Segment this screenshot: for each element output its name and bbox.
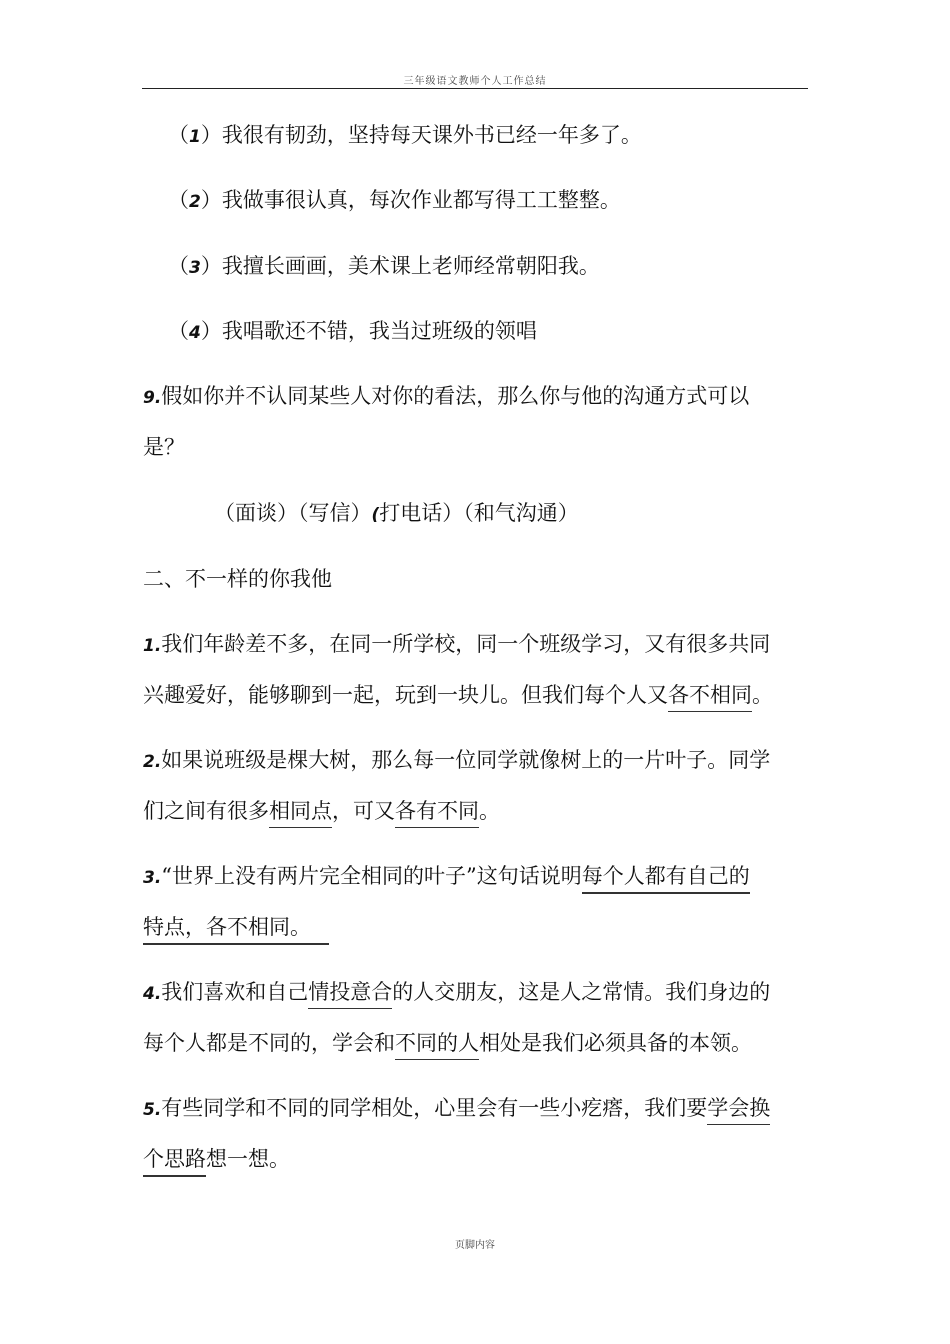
paragraph-text: 有些同学和不同的同学相处，心里会有一些小疙瘩，我们要	[161, 1096, 708, 1120]
paragraph-text: 想一想。	[206, 1147, 290, 1171]
paragraph-text: 每个人都是不同的，学会和	[143, 1031, 395, 1055]
question-text: 假如你并不认同某些人对你的看法，那么你与他的沟通方式可以	[161, 384, 750, 408]
item-number: 4	[189, 323, 201, 343]
blank-answer: 每个人都有自己的	[582, 864, 750, 894]
item-number: 2	[189, 192, 201, 212]
paragraph-text: 我们年龄差不多，在同一所学校，同一个班级学习，又有很多共同	[161, 632, 771, 656]
blank-answer: 学会换	[707, 1096, 770, 1125]
blank-answer: 情投意合	[308, 980, 392, 1009]
paragraph-3-line-2	[143, 917, 329, 938]
paragraph-2-line-1	[143, 750, 770, 771]
paragraph-number: 3.	[143, 868, 162, 888]
question-9-answer	[214, 503, 579, 524]
paragraph-text: 我们喜欢和自己	[161, 980, 309, 1004]
paragraph-5-line-2	[143, 1149, 290, 1170]
blank-answer: 各有不同	[395, 799, 479, 828]
paragraph-3-line-1	[143, 866, 750, 887]
paragraph-number: 1.	[143, 636, 162, 656]
paragraph-text: 如果说班级是棵大树，那么每一位同学就像树上的一片叶子。同学	[161, 748, 771, 772]
list-item: （1）我很有韧劲，坚持每天课外书已经一年多了。	[168, 123, 642, 147]
paragraph-text: 的人交朋友，这是人之常情。我们身边的	[392, 980, 771, 1004]
paragraph-1-line-2	[143, 685, 773, 706]
question-number: 9.	[143, 388, 162, 408]
paragraph-5-line-1	[143, 1098, 770, 1119]
list-item: （4）我唱歌还不错，我当过班级的领唱	[168, 319, 537, 343]
answer-part: （面谈）（写信）	[214, 501, 372, 525]
paragraph-4-line-1	[143, 982, 770, 1003]
paragraph-number: 5.	[143, 1100, 162, 1120]
list-item: （3）我擅长画画，美术课上老师经常朝阳我。	[168, 254, 600, 278]
item-number: 3	[189, 258, 201, 278]
question-9-line-2: 是？	[143, 435, 185, 459]
paragraph-text: 们之间有很多	[143, 799, 269, 823]
paragraph-text: 。	[479, 799, 500, 823]
paragraph-2-line-2	[143, 801, 500, 822]
section-title: 二、不一样的你我他	[143, 567, 332, 591]
blank-answer: 不同的人	[395, 1031, 479, 1060]
blank-answer: 特点，各不相同。	[143, 915, 329, 945]
paragraph-number: 2.	[143, 752, 162, 772]
answer-part: 打电话）（和气沟通）	[379, 501, 579, 525]
paragraph-text: ，可又	[332, 799, 395, 823]
paragraph-number: 4.	[143, 984, 162, 1004]
blank-answer: 相同点	[269, 799, 332, 828]
paragraph-text: “世界上没有两片完全相同的叶子”这句话说明	[161, 864, 582, 888]
item-text: 我很有韧劲，坚持每天课外书已经一年多了。	[221, 123, 642, 147]
answer-paren: (	[371, 505, 380, 525]
page-footer: 页脚内容	[455, 1240, 495, 1251]
item-text: 我唱歌还不错，我当过班级的领唱	[221, 319, 537, 343]
page-header: 三年级语文教师个人工作总结	[403, 76, 547, 87]
paragraph-text: 兴趣爱好，能够聊到一起，玩到一块儿。但我们每个人又	[143, 683, 668, 707]
paragraph-text: 相处是我们必须具备的本领。	[479, 1031, 752, 1055]
header-rule	[142, 88, 808, 89]
blank-answer: 各不相同	[668, 683, 752, 712]
paragraph-text: 。	[752, 683, 773, 707]
paragraph-1-line-1	[143, 634, 770, 655]
list-item: （2）我做事很认真，每次作业都写得工工整整。	[168, 188, 621, 212]
item-number: 1	[189, 127, 201, 147]
item-text: 我做事很认真，每次作业都写得工工整整。	[221, 188, 621, 212]
question-9-line-1	[143, 386, 749, 407]
blank-answer: 个思路	[143, 1147, 206, 1177]
paragraph-4-line-2	[143, 1033, 752, 1054]
item-text: 我擅长画画，美术课上老师经常朝阳我。	[221, 254, 600, 278]
